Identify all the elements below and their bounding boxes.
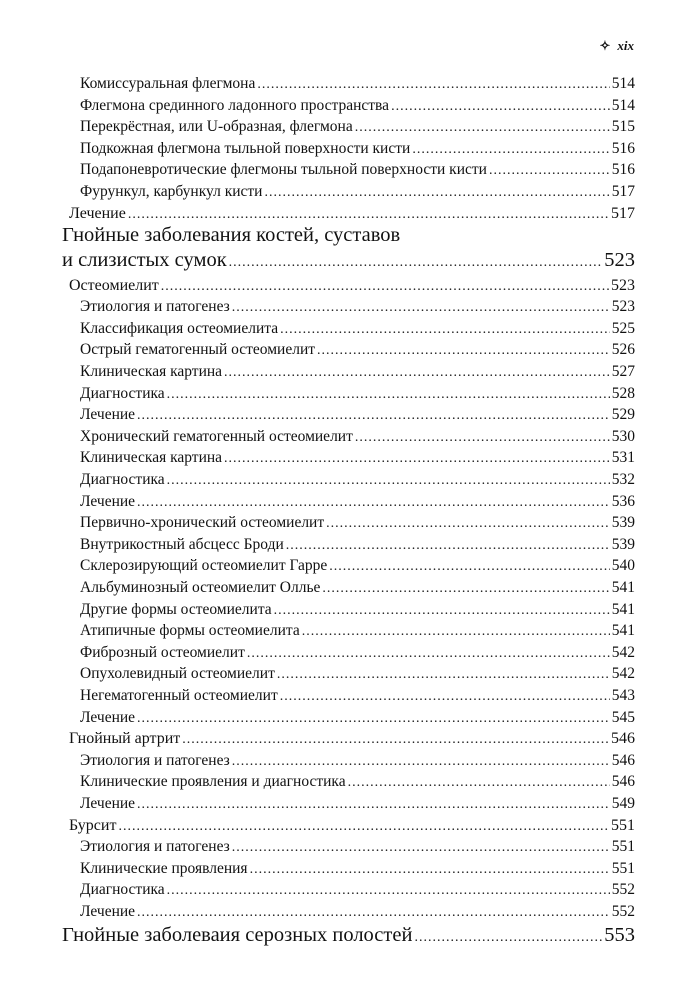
toc-dot-leader xyxy=(489,160,610,181)
page-number: xix xyxy=(617,38,634,53)
toc-entry-page: 523 xyxy=(611,276,635,294)
toc-entry-title: Лечение xyxy=(80,902,136,920)
toc-entry-title: Склерозирующий остеомиелит Гарре xyxy=(80,557,328,575)
page-header xyxy=(599,38,634,54)
toc-dot-leader xyxy=(391,96,610,117)
toc-entry xyxy=(62,858,635,880)
toc-entry xyxy=(62,404,635,426)
toc-entry-page: 530 xyxy=(611,427,635,445)
toc-entry-page: 517 xyxy=(611,182,635,200)
toc-entry-title: Фурункул, карбункул кисти xyxy=(80,182,263,200)
toc-entry-page: 528 xyxy=(611,384,635,402)
toc-entry-title: Подапоневротические флегмоны тыльной поверхности кисти xyxy=(80,161,487,179)
toc-entry xyxy=(62,707,635,729)
toc-entry-title: Диагностика xyxy=(80,881,165,899)
toc-dot-leader xyxy=(412,139,609,160)
toc-entry-title: и слизистых сумок xyxy=(62,249,227,272)
toc-dot-leader xyxy=(250,859,610,880)
toc-entry-title: Этиология и патогенез xyxy=(80,298,230,316)
toc-entry-title: Комиссуральная флегмона xyxy=(80,75,256,92)
toc-entry-title: Бурсит xyxy=(69,816,117,834)
toc-entry xyxy=(62,642,635,664)
toc-entry-title: Острый гематогенный остеомиелит xyxy=(80,341,316,359)
toc-entry-title: Фиброзный остеомиелит xyxy=(80,643,245,661)
toc-entry xyxy=(62,771,635,793)
toc-entry-title: Хронический гематогенный остеомиелит xyxy=(80,427,353,445)
toc-entry xyxy=(62,728,635,750)
toc-entry-page: 553 xyxy=(604,924,635,947)
toc-entry xyxy=(62,879,635,901)
toc-entry xyxy=(62,116,635,138)
toc-dot-leader xyxy=(182,729,609,750)
toc-entry xyxy=(62,836,635,858)
toc-dot-leader xyxy=(329,556,609,577)
toc-entry-page: 543 xyxy=(611,686,635,704)
toc-entry xyxy=(62,750,635,772)
toc-entry-page: 546 xyxy=(611,730,635,748)
toc-entry-page: 527 xyxy=(611,363,635,381)
toc-entry-page: 546 xyxy=(611,751,635,769)
toc-entry-page: 536 xyxy=(611,492,635,510)
toc-dot-leader xyxy=(137,902,610,923)
toc-dot-leader xyxy=(257,74,609,95)
toc-entry-title: Лечение xyxy=(80,794,136,812)
toc-entry-page: 516 xyxy=(611,139,635,157)
toc-entry-page: 526 xyxy=(611,341,635,359)
toc-entry-page: 552 xyxy=(611,881,635,899)
toc-entry xyxy=(62,599,635,621)
toc-entry-title: Классификация остеомиелита xyxy=(80,319,279,337)
toc-entry-title: Лечение xyxy=(80,492,136,510)
toc-entry xyxy=(62,95,635,117)
toc-dot-leader xyxy=(167,470,610,491)
toc-dot-leader xyxy=(322,578,609,599)
toc-entry-page: 529 xyxy=(611,406,635,424)
toc-entry-page: 514 xyxy=(611,75,635,92)
toc-entry xyxy=(62,685,635,707)
toc-dot-leader xyxy=(137,794,610,815)
toc-entry-title: Гнойные заболевания костей, суставов xyxy=(62,224,401,247)
toc-entry-page: 551 xyxy=(611,816,635,834)
toc-entry-page: 540 xyxy=(611,557,635,575)
toc-entry-page: 545 xyxy=(611,708,635,726)
diamond-ornament-icon: ✧ xyxy=(599,38,611,53)
toc-entry xyxy=(62,296,635,318)
toc-entry-page: 546 xyxy=(611,773,635,791)
toc-entry xyxy=(62,159,635,181)
toc-entry-title: Лечение xyxy=(80,406,136,424)
table-of-contents xyxy=(62,73,635,950)
toc-entry-title: Гнойный артрит xyxy=(69,730,181,748)
toc-entry-title: Этиология и патогенез xyxy=(80,838,230,856)
toc-entry-page: 517 xyxy=(611,204,635,222)
toc-entry xyxy=(62,534,635,556)
toc-entry xyxy=(62,491,635,513)
toc-dot-leader xyxy=(264,182,609,203)
toc-dot-leader xyxy=(247,643,610,664)
toc-entry-page: 542 xyxy=(611,665,635,683)
toc-entry-title: Флегмона срединного ладонного пространства xyxy=(80,96,390,114)
toc-entry xyxy=(62,73,635,95)
toc-dot-leader xyxy=(348,772,610,793)
toc-entry-page: 514 xyxy=(611,96,635,114)
toc-entry xyxy=(62,555,635,577)
toc-entry xyxy=(62,620,635,642)
toc-entry xyxy=(62,224,635,247)
toc-dot-leader xyxy=(167,880,610,901)
toc-dot-leader xyxy=(137,708,610,729)
toc-entry-page: 541 xyxy=(611,622,635,640)
toc-entry-title: Подкожная флегмона тыльной поверхности кисти xyxy=(80,139,411,157)
toc-entry xyxy=(62,901,635,923)
toc-entry xyxy=(62,512,635,534)
toc-dot-leader xyxy=(232,297,610,318)
toc-dot-leader xyxy=(232,837,610,858)
toc-entry-title: Первично-хронический остеомиелит xyxy=(80,514,325,532)
toc-entry-title: Негематогенный остеомиелит xyxy=(80,686,278,704)
toc-entry-page: 539 xyxy=(611,535,635,553)
toc-dot-leader xyxy=(274,600,610,621)
toc-entry-title: Опухолевидный остеомиелит xyxy=(80,665,275,683)
toc-entry-page: 549 xyxy=(611,794,635,812)
toc-entry-title: Клиническая картина xyxy=(80,449,223,467)
toc-entry xyxy=(62,138,635,160)
toc-dot-leader xyxy=(161,276,609,297)
toc-dot-leader xyxy=(277,664,610,685)
toc-dot-leader xyxy=(355,427,610,448)
toc-dot-leader xyxy=(326,513,610,534)
toc-dot-leader xyxy=(286,535,610,556)
toc-entry xyxy=(62,203,635,225)
toc-entry-title: Атипичные формы остеомиелита xyxy=(80,622,300,640)
toc-entry xyxy=(62,577,635,599)
toc-entry-title: Альбуминозный остеомиелит Олльe xyxy=(80,578,321,596)
toc-entry xyxy=(62,247,635,275)
toc-entry xyxy=(62,815,635,837)
toc-entry-title: Этиология и патогенез xyxy=(80,751,230,769)
toc-entry xyxy=(62,922,635,950)
toc-entry-title: Лечение xyxy=(69,204,126,222)
toc-entry xyxy=(62,469,635,491)
toc-dot-leader xyxy=(280,319,610,340)
toc-entry xyxy=(62,663,635,685)
toc-dot-leader xyxy=(302,621,610,642)
toc-entry-title: Перекрёстная, или U-образная, флегмона xyxy=(80,118,353,136)
toc-dot-leader xyxy=(224,448,610,469)
toc-entry-title: Другие формы остеомиелита xyxy=(80,600,272,618)
toc-entry-title: Диагностика xyxy=(80,471,165,488)
toc-entry-page: 525 xyxy=(611,319,635,337)
toc-entry-title: Клинические проявления xyxy=(80,859,248,877)
toc-entry-page: 551 xyxy=(611,859,635,877)
toc-dot-leader xyxy=(118,816,609,837)
toc-dot-leader xyxy=(355,117,610,138)
toc-entry xyxy=(62,181,635,203)
toc-entry-title: Внутрикостный абсцесс Броди xyxy=(80,535,284,553)
toc-entry-page: 541 xyxy=(611,600,635,618)
toc-dot-leader xyxy=(317,340,610,361)
toc-dot-leader xyxy=(167,384,610,405)
toc-entry xyxy=(62,361,635,383)
toc-entry-title: Диагностика xyxy=(80,384,165,402)
toc-dot-leader xyxy=(137,492,610,513)
toc-entry-title: Клинические проявления и диагностика xyxy=(80,773,346,791)
toc-entry xyxy=(62,318,635,340)
toc-entry-page: 551 xyxy=(611,838,635,856)
toc-dot-leader xyxy=(229,249,603,275)
toc-entry-page: 541 xyxy=(611,578,635,596)
toc-entry-page: 515 xyxy=(611,118,635,136)
toc-dot-leader xyxy=(224,362,610,383)
toc-entry xyxy=(62,339,635,361)
toc-entry-title: Остеомиелит xyxy=(69,276,159,294)
toc-entry xyxy=(62,426,635,448)
toc-entry xyxy=(62,383,635,405)
toc-dot-leader xyxy=(280,686,610,707)
toc-entry-title: Лечение xyxy=(80,708,136,726)
toc-entry-page: 523 xyxy=(611,298,635,316)
toc-entry-title: Гнойные заболеваия серозных полостей xyxy=(62,924,413,947)
toc-entry-title: Клиническая картина xyxy=(80,363,223,381)
toc-entry-page: 516 xyxy=(611,161,635,179)
toc-dot-leader xyxy=(128,204,609,225)
toc-entry-page: 531 xyxy=(611,449,635,467)
toc-dot-leader xyxy=(137,405,610,426)
toc-entry-page: 523 xyxy=(604,249,635,272)
toc-entry-page: 552 xyxy=(611,902,635,920)
toc-entry xyxy=(62,275,635,297)
toc-entry xyxy=(62,447,635,469)
toc-entry-page: 539 xyxy=(611,514,635,532)
toc-entry-page: 542 xyxy=(611,643,635,661)
toc-entry-page: 532 xyxy=(611,471,635,488)
toc-dot-leader xyxy=(232,751,610,772)
toc-entry xyxy=(62,793,635,815)
toc-dot-leader xyxy=(414,924,602,950)
